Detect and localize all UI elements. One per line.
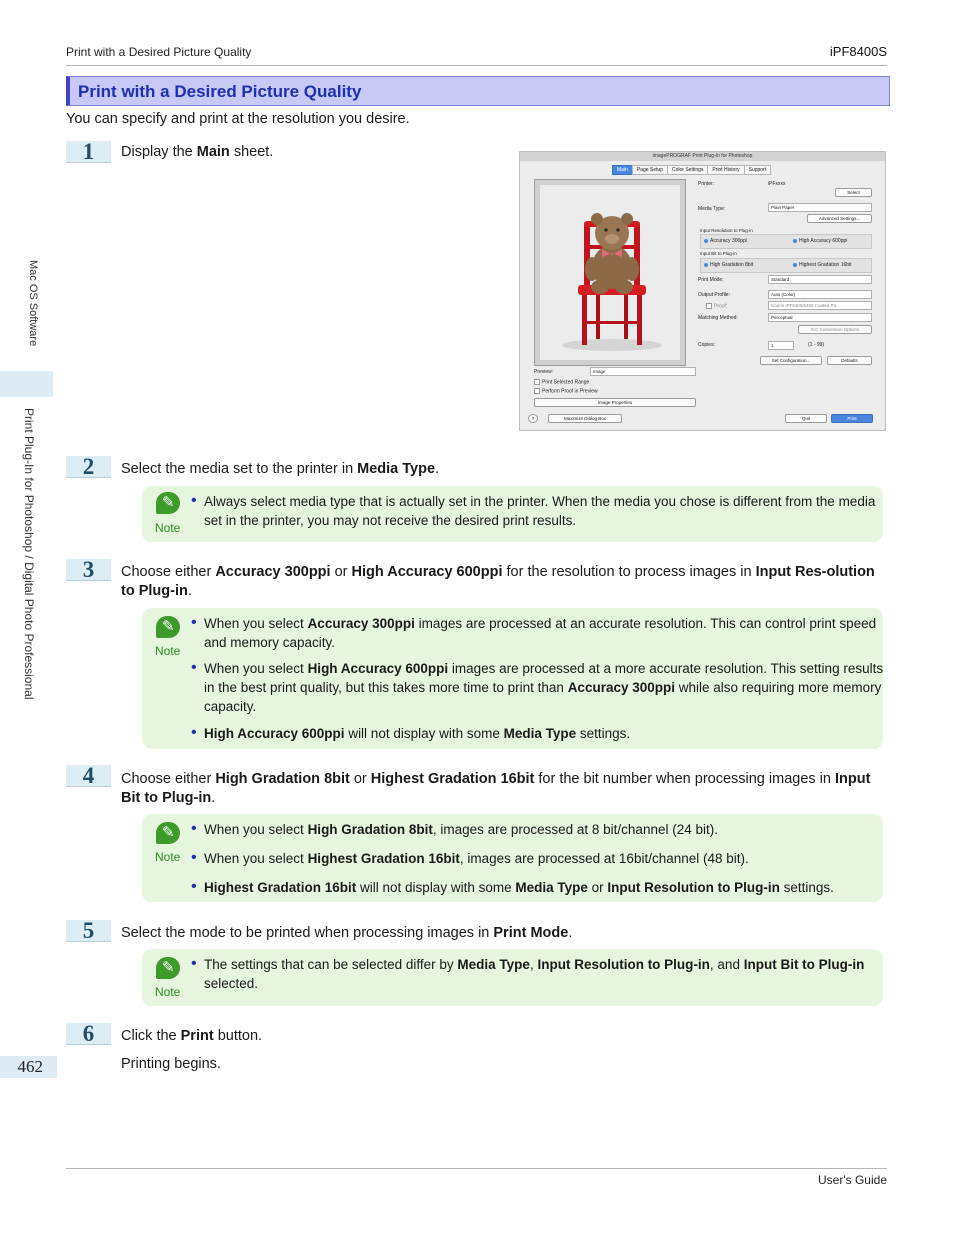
select-printer-button[interactable]: Select	[835, 188, 872, 197]
note-bullet: • When you select Highest Gradation 16bit, images are processed at 16bit/channel (48 bit).	[191, 849, 749, 866]
footer-divider	[66, 1168, 887, 1169]
preview-select[interactable]: Image	[590, 367, 696, 376]
accuracy-300ppi-option[interactable]: Accuracy 300ppi	[704, 238, 747, 244]
section-title-bar	[66, 76, 890, 106]
printer-label: Printer:	[698, 181, 715, 187]
note-label: Note	[155, 985, 181, 999]
note-pencil-icon: ✎	[154, 492, 184, 514]
icc-conversion-options-button[interactable]: ICC Conversion Options	[798, 325, 872, 334]
radio-icon	[704, 239, 708, 243]
sidebar-section-label: Mac OS Software	[27, 260, 39, 347]
tab-color-settings[interactable]: Color Settings	[667, 165, 708, 175]
sidebar-chapter-label: Print Plug-In for Photoshop / Digital Photo Professional	[22, 408, 36, 700]
running-header-title: Print with a Desired Picture Quality	[66, 45, 252, 59]
note-bullet: • When you select High Accuracy 600ppi images are processed at a more accurate resolution. This setting results in the best print quality, but this takes more time to print than Accuracy 300ppi while also requiring more memory capacity.	[191, 659, 884, 714]
radio-icon	[704, 263, 708, 267]
teddy-bear-chair-image	[540, 185, 680, 360]
dialog-tabs	[612, 165, 770, 174]
print-mode-label: Print Mode:	[698, 277, 724, 283]
footer-guide-name: User's Guide	[818, 1173, 887, 1187]
proof-select[interactable]: Canon iPF8400/6450 Coated Pa...	[768, 301, 872, 310]
page-number: 462	[0, 1056, 57, 1078]
copies-range: (1 - 99)	[808, 342, 825, 348]
note-box-step-2	[142, 486, 883, 542]
checkbox-icon	[534, 388, 540, 394]
copies-label: Copies:	[698, 342, 715, 348]
perform-proof-option[interactable]: Perform Proof in Preview	[534, 388, 598, 394]
step-number-5: 5	[66, 920, 111, 942]
preview-image	[540, 185, 680, 360]
note-bullet: • The settings that can be selected differ by Media Type, Input Resolution to Plug-in, and Input Bit to Plug-in selected.	[191, 955, 865, 991]
section-title: Print with a Desired Picture Quality	[78, 82, 362, 101]
output-profile-select[interactable]: Auto (Color)	[768, 290, 872, 299]
help-button[interactable]: ?	[528, 414, 538, 423]
tab-support[interactable]: Support	[744, 165, 772, 175]
print-mode-select[interactable]: Standard	[768, 275, 872, 284]
radio-icon	[793, 239, 797, 243]
tab-print-history[interactable]: Print History	[707, 165, 744, 175]
image-properties-button[interactable]: Image Properties	[534, 398, 696, 407]
checkbox-icon	[706, 303, 712, 309]
note-bullet: • High Accuracy 600ppi will not display with some Media Type settings.	[191, 724, 631, 741]
step-4-text: Choose either High Gradation 8bit or Highest Gradation 16bit for the bit number when processing images in Input Bit to Plug-in.	[121, 771, 871, 806]
note-label: Note	[155, 521, 181, 535]
printer-value: iPFxxxx	[768, 181, 786, 187]
high-gradation-8bit-option[interactable]: High Gradation 8bit	[704, 262, 753, 268]
note-bullet: • Always select media type that is actually set in the printer. When the media you chose is different from the media set in the printer, you may not receive the desired print results.	[191, 492, 876, 528]
note-label: Note	[155, 850, 181, 864]
step-6-result: Printing begins.	[121, 1056, 221, 1072]
preview-frame	[534, 179, 686, 366]
highest-gradation-16bit-option[interactable]: Highest Gradation 16bit	[793, 262, 852, 268]
defaults-button[interactable]: Defaults	[827, 356, 872, 365]
dialog-title: imagePROGRAF Print Plug-In for Photoshop	[520, 152, 885, 161]
tab-page-setup[interactable]: Page Setup	[632, 165, 668, 175]
high-accuracy-600ppi-option[interactable]: High Accuracy 600ppi	[793, 238, 847, 244]
checkbox-icon	[534, 379, 540, 385]
input-bit-label: Input Bit to Plug-in	[700, 251, 737, 256]
header-divider	[66, 65, 887, 66]
note-pencil-icon: ✎	[154, 957, 184, 979]
note-bullet: • When you select Accuracy 300ppi images are processed at an accurate resolution. This can control print speed and memory capacity.	[191, 614, 877, 650]
step-5-text: Select the mode to be printed when processing images in Print Mode.	[121, 925, 573, 941]
step-number-3: 3	[66, 559, 111, 581]
advanced-settings-button[interactable]: Advanced Settings...	[807, 214, 872, 223]
matching-method-label: Matching Method:	[698, 315, 738, 321]
intro-text: You can specify and print at the resolution you desire.	[66, 111, 410, 127]
note-box-step-4	[142, 814, 883, 902]
input-bit-group	[700, 258, 872, 273]
step-number-4: 4	[66, 765, 111, 787]
preview-label: Preview:	[534, 369, 554, 375]
note-box-step-3	[142, 608, 883, 749]
print-button[interactable]: Print	[831, 414, 873, 423]
media-type-label: Media Type:	[698, 206, 726, 212]
copies-input[interactable]: 1	[768, 341, 794, 350]
proof-option[interactable]: Proof:	[706, 303, 727, 309]
note-bullet: • Highest Gradation 16bit will not display with some Media Type or Input Resolution to Plug-in settings.	[191, 878, 834, 895]
input-resolution-label: Input Resolution to Plug-in	[700, 228, 753, 233]
running-header-model: iPF8400S	[829, 44, 887, 59]
step-number-1: 1	[66, 141, 111, 163]
step-6-text: Click the Print button.	[121, 1028, 263, 1044]
step-number-2: 2	[66, 456, 111, 478]
note-bullet: • When you select High Gradation 8bit, images are processed at 8 bit/channel (24 bit).	[191, 820, 718, 837]
set-configuration-button[interactable]: Set Configuration...	[760, 356, 822, 365]
tab-main[interactable]: Main	[612, 165, 633, 175]
step-2-text: Select the media set to the printer in Media Type.	[121, 461, 440, 477]
note-label: Note	[155, 644, 181, 658]
plugin-dialog-screenshot	[519, 151, 886, 431]
matching-method-select[interactable]: Perceptual	[768, 313, 872, 322]
note-pencil-icon: ✎	[154, 822, 184, 844]
quit-button[interactable]: Quit	[785, 414, 827, 423]
step-number-6: 6	[66, 1023, 111, 1045]
sidebar-tab-marker	[0, 371, 53, 397]
media-type-select[interactable]: Plain Paper	[768, 203, 872, 212]
output-profile-label: Output Profile:	[698, 292, 730, 298]
note-box-step-5	[142, 949, 883, 1006]
note-pencil-icon: ✎	[154, 616, 184, 638]
print-selected-range-option[interactable]: Print Selected Range	[534, 379, 589, 385]
input-resolution-group	[700, 234, 872, 249]
step-1-text: Display the Main sheet.	[121, 144, 274, 160]
radio-icon	[793, 263, 797, 267]
step-3-text: Choose either Accuracy 300ppi or High Accuracy 600ppi for the resolution to process images in Input Res-olution to Plug-in.	[121, 564, 875, 599]
maximize-dialog-button[interactable]: Maximize Dialog Box	[548, 414, 622, 423]
